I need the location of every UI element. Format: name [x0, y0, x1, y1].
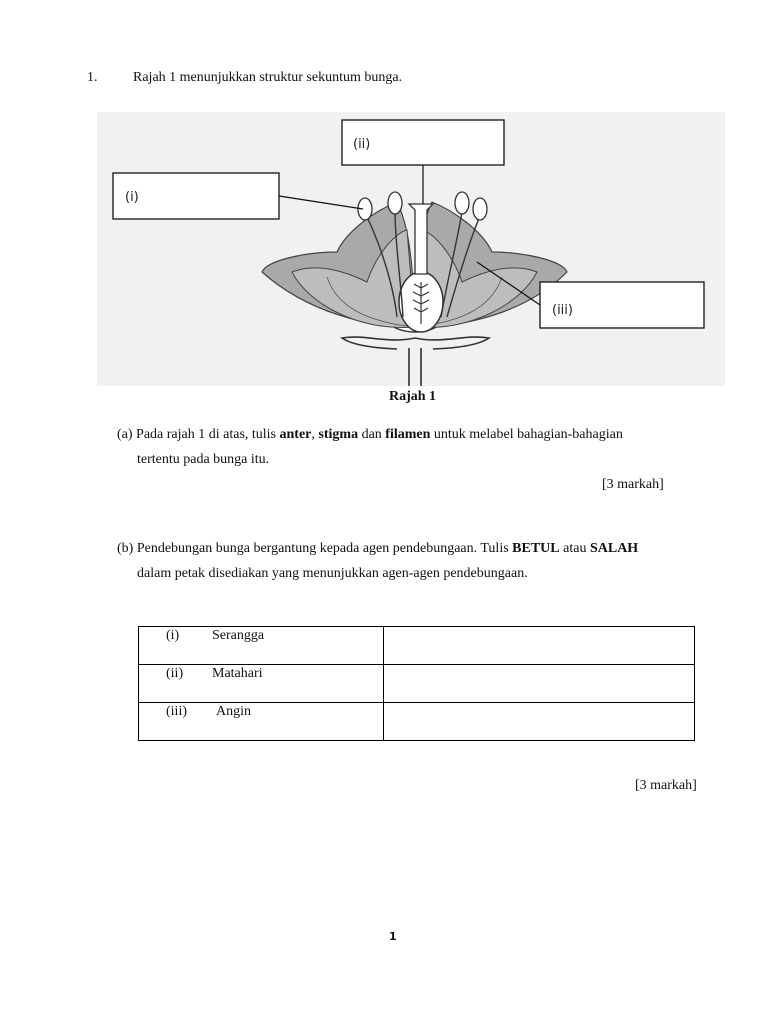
part-a-sep2: dan: [358, 427, 386, 442]
figure-label-ii: (ii): [353, 137, 371, 152]
part-a-sep1: ,: [311, 427, 319, 442]
part-a-marks: [3 markah]: [602, 477, 664, 492]
question-number: 1.: [87, 70, 98, 85]
agent-label-cell: [139, 665, 384, 703]
part-a-line2: tertentu pada bunga itu.: [137, 452, 270, 467]
part-b-prefix: (b) Pendebungan bunga bergantung kepada agen pendebungaan. Tulis: [117, 541, 513, 556]
agent-name: Serangga: [212, 628, 265, 643]
part-a-prefix: (a) Pada rajah 1 di atas, tulis: [117, 427, 280, 442]
agent-name: Matahari: [212, 666, 263, 681]
table-row: [139, 703, 695, 741]
figure-label-i: (i): [125, 190, 139, 205]
answer-cell-angin[interactable]: [384, 703, 695, 741]
term-salah: SALAH: [589, 541, 639, 556]
term-filamen: filamen: [385, 427, 431, 442]
part-b-mid: atau: [559, 541, 590, 556]
row-number: (i): [166, 628, 180, 643]
row-number: (ii): [166, 666, 184, 681]
agent-label-cell: [139, 703, 384, 741]
row-number: (iii): [166, 704, 187, 719]
agent-name: Angin: [216, 704, 251, 719]
agent-label-cell: [139, 627, 384, 665]
term-betul: BETUL: [512, 541, 560, 556]
term-stigma: stigma: [318, 427, 359, 442]
part-b-marks: [3 markah]: [635, 778, 697, 793]
answer-cell-serangga[interactable]: [384, 627, 695, 665]
page-number: 1: [389, 930, 397, 943]
part-b-line2: dalam petak disediakan yang menunjukkan agen-agen pendebungaan.: [137, 566, 528, 581]
part-a-instruction: [117, 427, 623, 443]
term-anter: anter: [279, 427, 312, 442]
answer-cell-matahari[interactable]: [384, 665, 695, 703]
figure-label-iii: (iii): [552, 303, 573, 318]
question-intro: Rajah 1 menunjukkan struktur sekuntum bunga.: [133, 70, 403, 85]
figure-caption: Rajah 1: [389, 389, 437, 404]
table-row: [139, 665, 695, 703]
part-a-suffix: untuk melabel bahagian-bahagian: [430, 427, 623, 442]
flower-diagram: [97, 112, 725, 386]
table-row: [139, 627, 695, 665]
pollination-agents-table: [138, 626, 695, 741]
part-b-instruction: [117, 541, 638, 557]
